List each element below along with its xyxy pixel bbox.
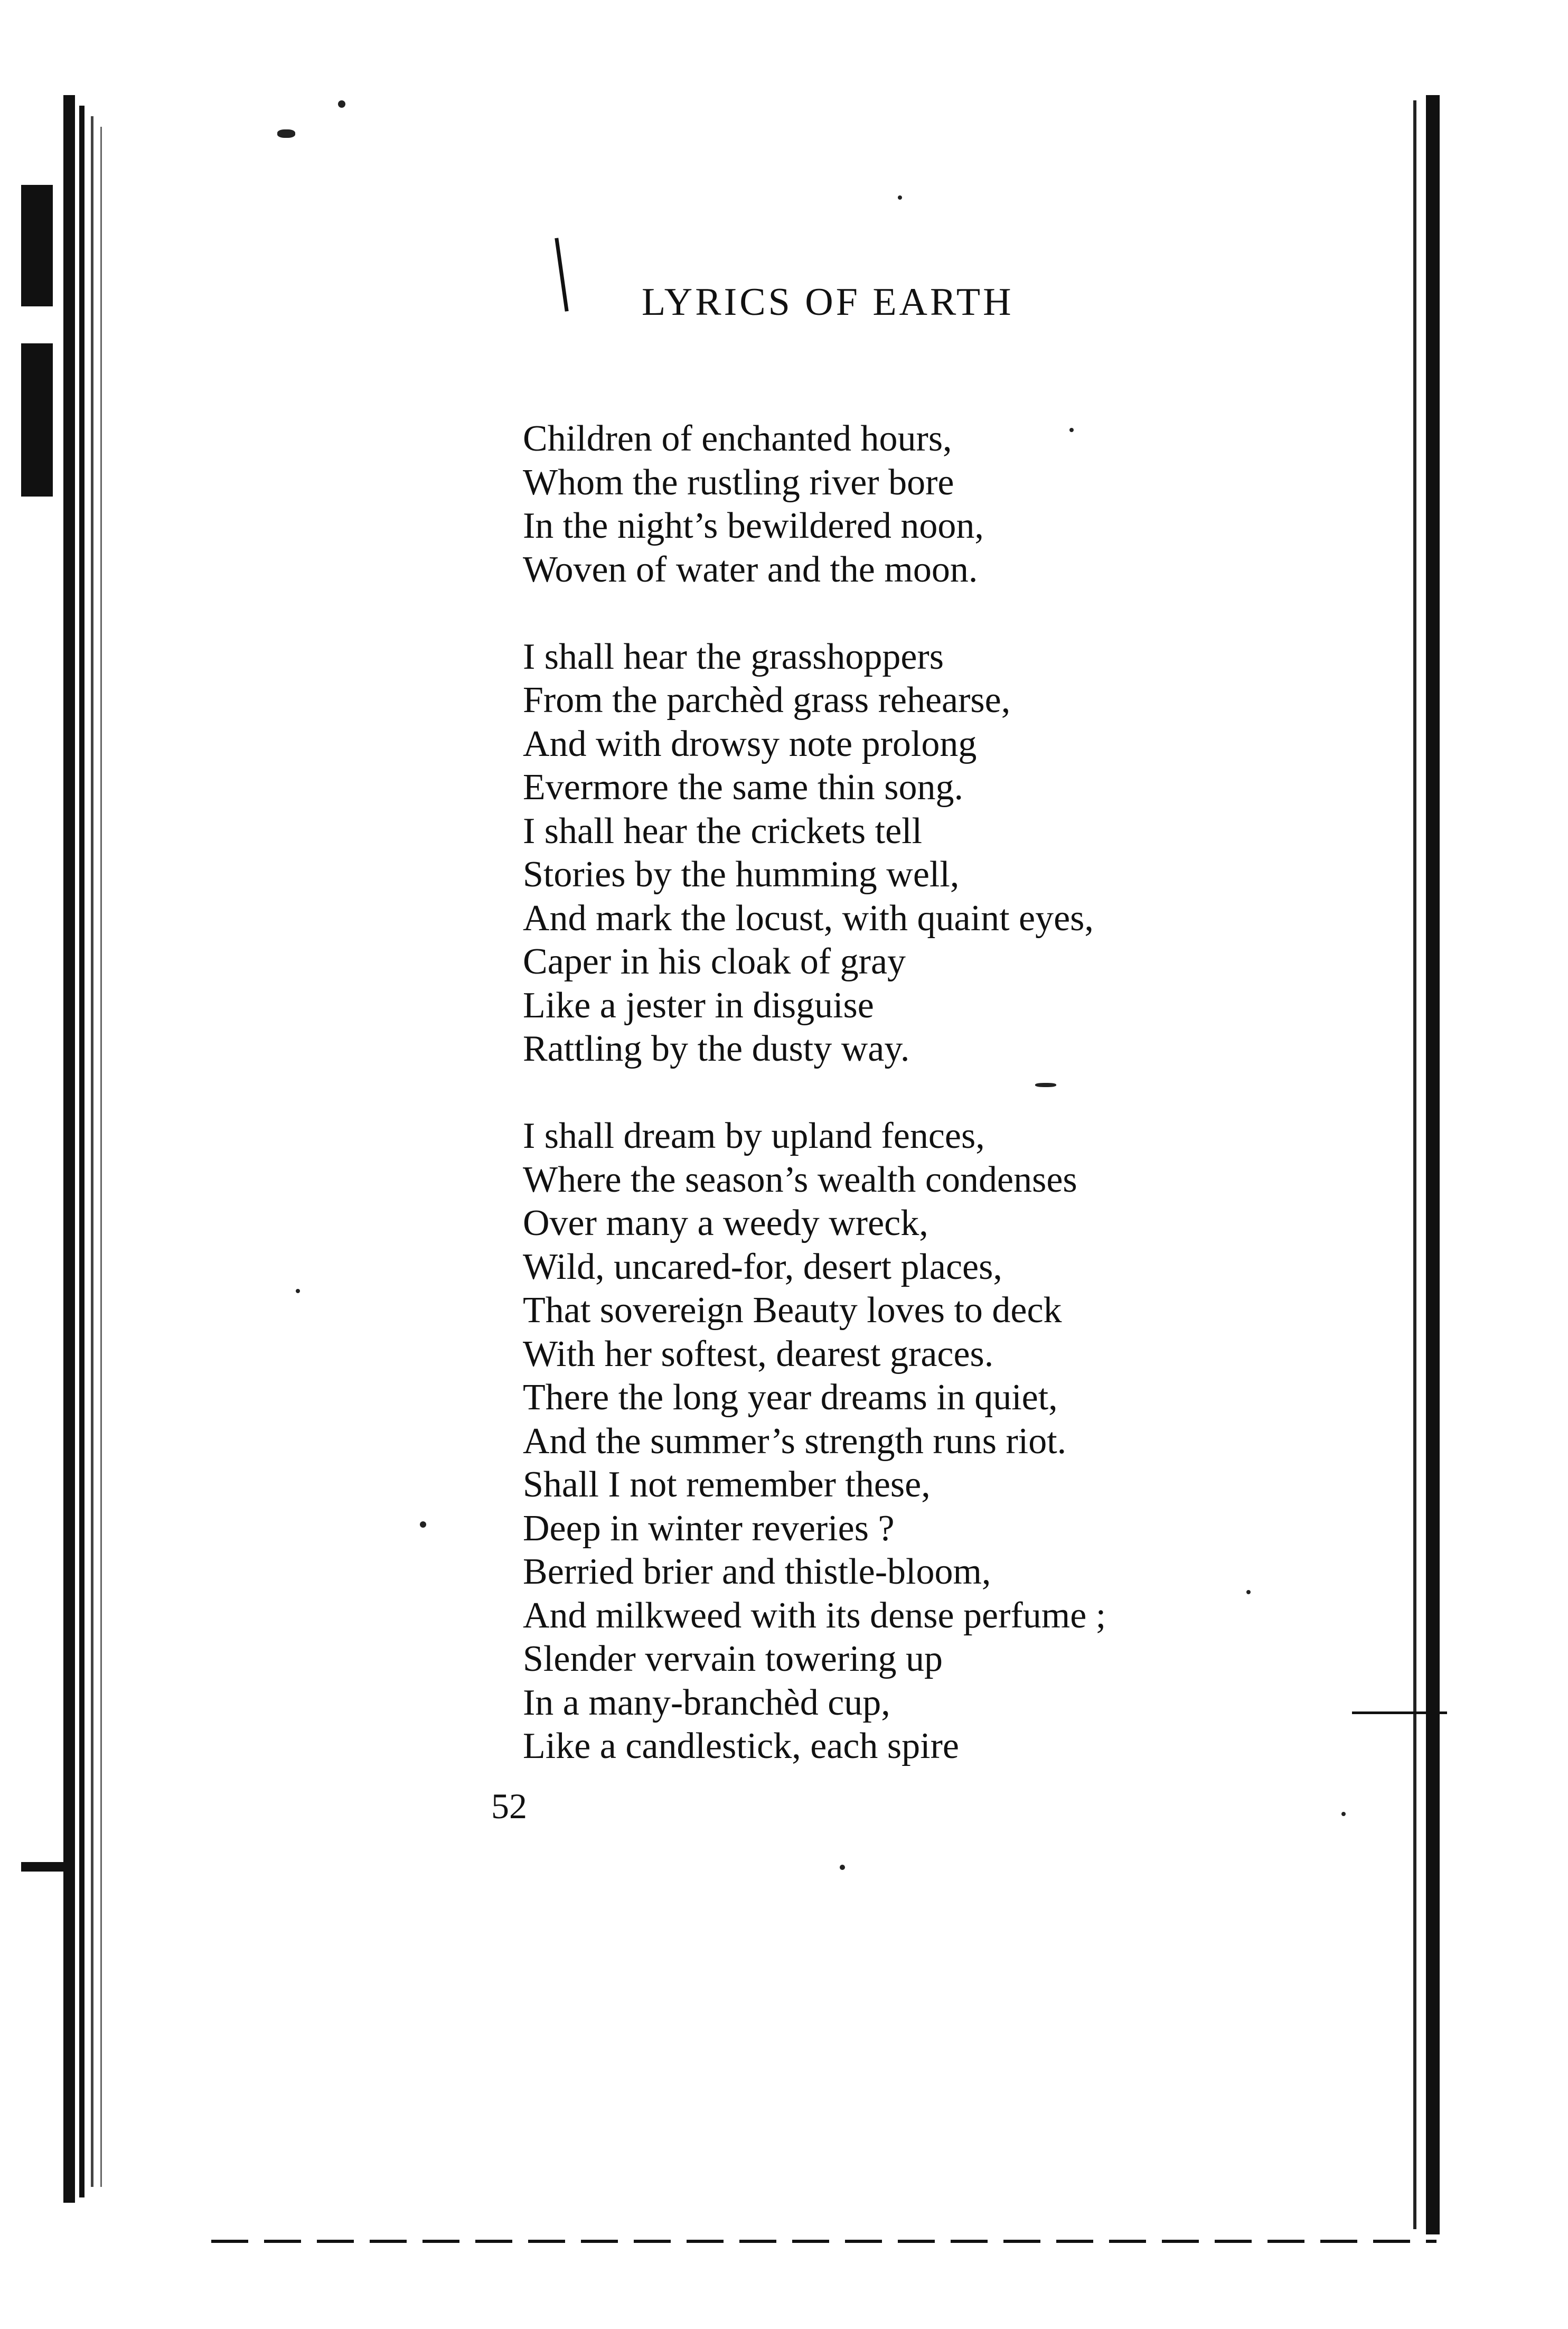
poem-line: Wild, uncared-for, desert places, xyxy=(523,1246,1002,1287)
running-title: LYRICS OF EARTH xyxy=(642,280,1014,324)
scan-speck xyxy=(277,129,295,138)
scan-speck xyxy=(1069,428,1074,432)
poem-body xyxy=(523,417,1106,1769)
poem-line: I shall dream by upland fences, xyxy=(523,1116,985,1156)
poem-line: Over many a weedy wreck, xyxy=(523,1203,928,1243)
poem-line: With her softest, dearest graces. xyxy=(523,1333,994,1374)
poem-line: And with drowsy note prolong xyxy=(523,723,977,764)
pencil-mark xyxy=(555,238,568,312)
poem-line: Where the season’s wealth condenses xyxy=(523,1159,1077,1200)
scan-speck xyxy=(1035,1083,1056,1087)
page-edge-bottom xyxy=(211,2240,1436,2243)
poem-line: And milkweed with its dense perfume ; xyxy=(523,1595,1106,1636)
poem-line: Like a jester in disguise xyxy=(523,985,874,1026)
poem-line: Caper in his cloak of gray xyxy=(523,941,906,982)
stanza xyxy=(523,417,1106,592)
poem-line: Whom the rustling river bore xyxy=(523,462,954,503)
scan-speck xyxy=(898,195,902,200)
poem-line: That sovereign Beauty loves to deck xyxy=(523,1290,1062,1331)
scan-speck xyxy=(420,1521,426,1528)
poem-line: And the summer’s strength runs riot. xyxy=(523,1420,1067,1462)
poem-line: Evermore the same thin song. xyxy=(523,767,963,808)
poem-line: I shall hear the crickets tell xyxy=(523,810,923,852)
poem-line: In the night’s bewildered noon, xyxy=(523,506,984,546)
poem-line: Stories by the humming well, xyxy=(523,854,960,895)
poem-line: I shall hear the grasshoppers xyxy=(523,636,944,677)
scan-speck xyxy=(338,100,345,108)
poem-line: There the long year dreams in quiet, xyxy=(523,1377,1058,1418)
poem-line: From the parchèd grass rehearse, xyxy=(523,680,1011,721)
scan-speck xyxy=(1341,1812,1346,1816)
stanza xyxy=(523,635,1106,1071)
page-edge-right-inner xyxy=(1413,100,1416,2229)
stanza xyxy=(523,1115,1106,1769)
poem-line: Deep in winter reveries ? xyxy=(523,1508,895,1549)
poem-line: And mark the locust, with quaint eyes, xyxy=(523,897,1094,939)
poem-line: Berried brier and thistle-bloom, xyxy=(523,1551,991,1592)
page-number: 52 xyxy=(491,1786,527,1826)
poem-line: Rattling by the dusty way. xyxy=(523,1028,910,1069)
binding-edge xyxy=(58,95,158,2203)
poem-line: Children of enchanted hours, xyxy=(523,418,952,459)
poem-line: Slender vervain towering up xyxy=(523,1639,943,1679)
scan-speck xyxy=(296,1289,300,1293)
page-edge-right xyxy=(1426,95,1440,2234)
poem-line: In a many-branchèd cup, xyxy=(523,1682,890,1723)
scan-speck xyxy=(1246,1590,1251,1594)
page-edge-mark xyxy=(1352,1711,1447,1714)
poem-line: Like a candlestick, each spire xyxy=(523,1726,959,1766)
poem-line: Shall I not remember these, xyxy=(523,1464,931,1505)
scan-speck xyxy=(840,1865,845,1870)
poem-line: Woven of water and the moon. xyxy=(523,549,978,590)
